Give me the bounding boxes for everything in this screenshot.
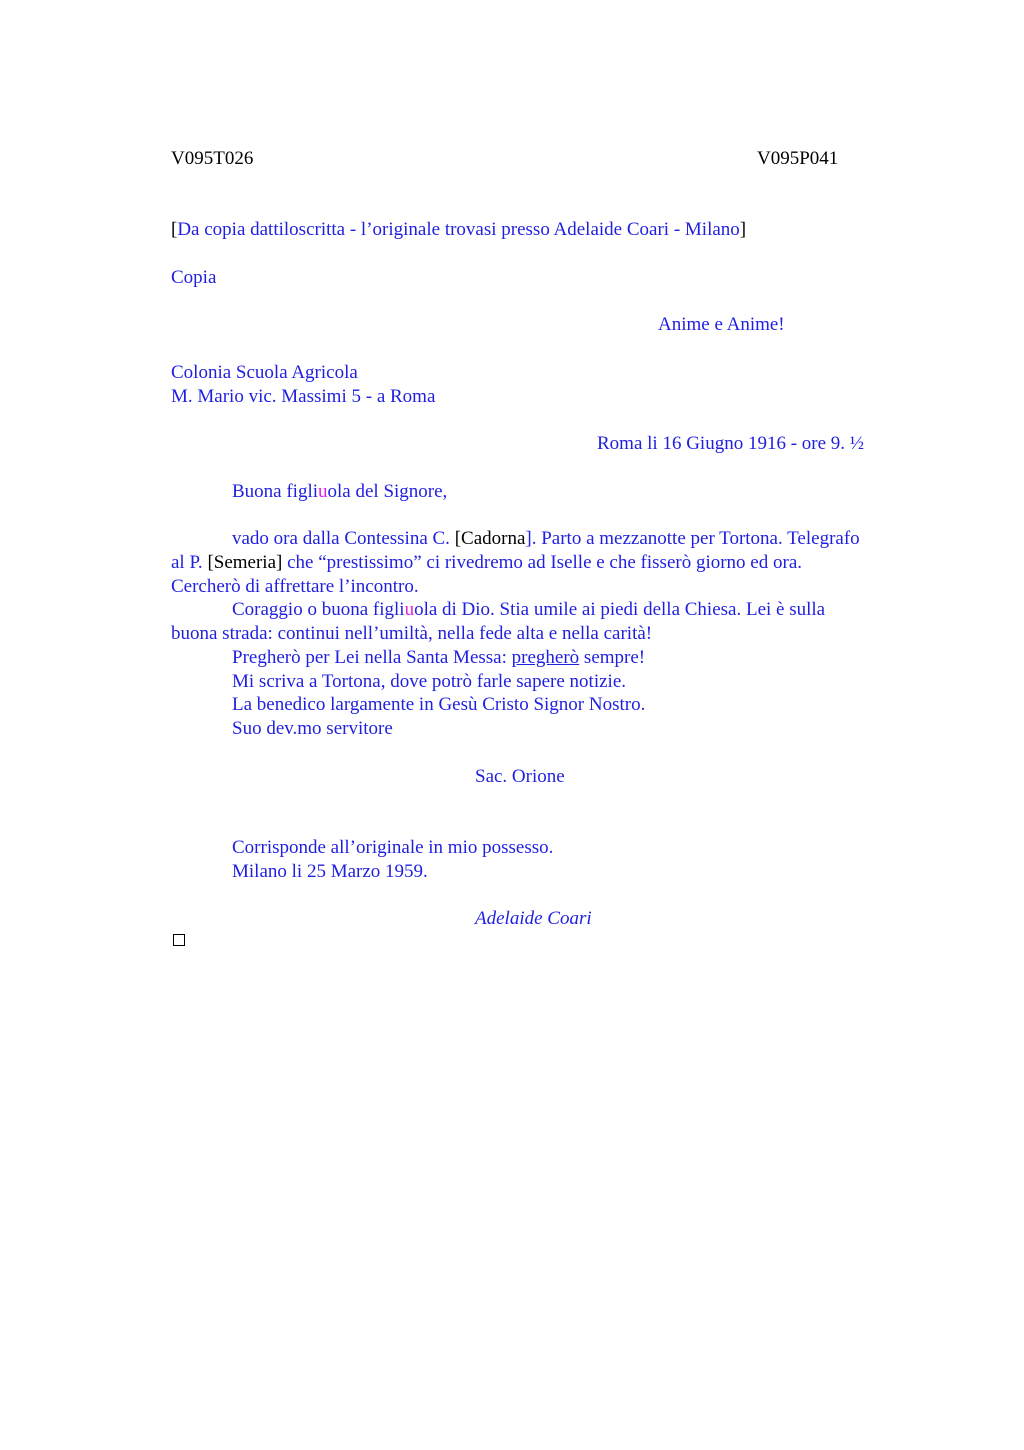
source-note-close-bracket: ] <box>739 219 747 240</box>
letterhead-line-2: M. Mario vic. Massimi 5 - a Roma <box>171 386 436 407</box>
letterhead-line-1: Colonia Scuola Agricola <box>171 362 358 383</box>
body-paragraph-5: La benedico largamente in Gesù Cristo Signor Nostro. <box>232 694 646 715</box>
salutation-part-1: Buona figli <box>232 481 319 502</box>
closing-line: Suo dev.mo servitore <box>232 718 393 739</box>
empty-square-icon <box>173 934 185 946</box>
body-text: al P. <box>171 552 208 573</box>
dateline: Roma li 16 Giugno 1916 - ore 9. ½ <box>597 433 865 454</box>
source-note-open-bracket: [ <box>171 219 178 240</box>
source-note-text: Da copia dattiloscritta - l’originale trovasi presso Adelaide Coari - Milano <box>177 219 740 240</box>
editorial-bracket-semeria: [Semeria] <box>207 552 283 573</box>
document-code-right: V095P041 <box>757 148 839 169</box>
body-highlight: u <box>404 599 415 620</box>
underlined-word: pregherò <box>511 647 580 668</box>
certification-line-1: Corrisponde all’originale in mio possesso. <box>232 837 554 858</box>
body-text: ola di Dio. Stia umile ai piedi della Chiesa. Lei è sulla <box>414 599 826 620</box>
body-paragraph-2-line-2: buona strada: continui nell’umiltà, nella fede alta e nella carità! <box>171 623 653 644</box>
body-text: sempre! <box>579 647 646 668</box>
body-text: Pregherò per Lei nella Santa Messa: <box>232 647 512 668</box>
body-paragraph-2-line-1 <box>232 598 825 622</box>
body-paragraph-4: Mi scriva a Tortona, dove potrò farle sapere notizie. <box>232 671 627 692</box>
motto: Anime e Anime! <box>658 314 785 335</box>
body-paragraph-1-line-3: Cercherò di affrettare l’incontro. <box>171 576 419 597</box>
signature: Sac. Orione <box>475 766 565 787</box>
body-text: che “prestissimo” ci rivedremo ad Iselle e che fisserò giorno ed ora. <box>282 552 803 573</box>
body-paragraph-3 <box>232 646 645 670</box>
body-text: vado ora dalla Contessina C. <box>232 528 455 549</box>
certification-line-2: Milano li 25 Marzo 1959. <box>232 861 428 882</box>
body-text: ]. Parto a mezzanotte per Tortona. Telegrafo <box>525 528 860 549</box>
body-text: Coraggio o buona figli <box>232 599 405 620</box>
salutation-part-2: ola del Signore, <box>327 481 448 502</box>
body-paragraph-1-line-2 <box>171 551 802 575</box>
body-paragraph-1-line-1 <box>232 527 860 551</box>
editorial-bracket-cadorna: [Cadorna <box>454 528 526 549</box>
source-note <box>171 218 746 242</box>
salutation <box>232 480 447 504</box>
salutation-highlight: u <box>318 481 328 502</box>
certifier-name: Adelaide Coari <box>475 908 592 929</box>
document-code-left: V095T026 <box>171 148 254 169</box>
copy-label: Copia <box>171 267 217 288</box>
